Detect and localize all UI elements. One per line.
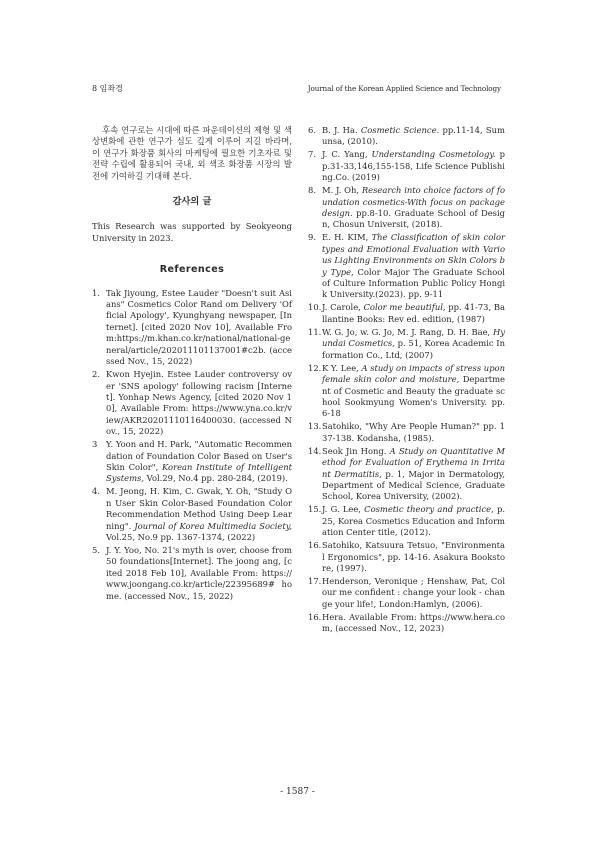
- reference-authors: M. J. Oh,: [322, 185, 362, 196]
- reference-number: 8.: [308, 185, 316, 196]
- reference-number: 15.: [308, 504, 322, 515]
- reference-title: A study on impacts of stress upon female skin color and moisture,: [322, 362, 505, 385]
- reference-item: [92, 369, 292, 437]
- reference-item: [308, 302, 505, 325]
- reference-number: 16.: [308, 540, 322, 551]
- reference-item: [308, 446, 505, 503]
- reference-details: pp.11-14, Sumunsa, (2010).: [322, 125, 505, 147]
- reference-details: Department of Cosmetic and Beauty the graduate school Sookmyung Women's University. pp. 6-18: [322, 374, 505, 419]
- reference-item: [92, 545, 292, 602]
- reference-item: [92, 486, 292, 543]
- reference-number: 14.: [308, 445, 322, 456]
- reference-text: [322, 327, 505, 360]
- reference-authors: Tak Jiyoung, Estee Lauder "Doesn't suit Asians" Cosmetics Color Rand om Delivery 'Official Apology', Kyunghyang newspaper, [Internet]. [cited 2020 Nov 10], Available From:https://m.khan.co.kr/national/national-general/article/202011101137001#c2b. (accessed Nov., 15, 2022): [106, 287, 292, 367]
- reference-authors: Hera. Available From: https://www.hera.com, (accessed Nov., 12, 2023): [322, 611, 505, 634]
- reference-number: 1.: [92, 287, 100, 298]
- reference-item: [308, 232, 505, 300]
- reference-title: Color me beautiful,: [363, 302, 446, 313]
- reference-number: 6.: [308, 125, 316, 135]
- reference-text: [106, 439, 292, 483]
- reference-text: [322, 446, 505, 502]
- reference-number: 13.: [308, 421, 322, 432]
- reference-authors: M. Jeong, H. Kim, C. Gwak, Y. Oh, "Study On User Skin Color-Based Foundation Color Recommendation Method Using Deep Learning".: [106, 486, 292, 531]
- reference-item: [308, 421, 505, 444]
- reference-details: p. 1, Major in Dermatology, Department of Medical Science, Graduate School, Korea University, (2002).: [322, 468, 505, 502]
- reference-item: [308, 185, 505, 231]
- reference-title: The Classification of skin color types and Emotional Evaluation with Various Lighting Environments on Skin Colors by Type,: [322, 232, 506, 277]
- reference-authors: B. J. Ha.: [322, 125, 361, 135]
- reference-text: [322, 421, 505, 442]
- reference-title: Journal of Korea Multimedia Society,: [134, 520, 292, 531]
- reference-title: Research into choice factors of foundation cosmetics-With focus on package design.: [322, 185, 505, 219]
- reference-authors: J. Carole,: [322, 302, 364, 313]
- reference-title: A Study on Quantitative Method for Evaluation of Erythema in Irritant Dermatitis,: [322, 445, 505, 479]
- reference-details: Vol.29, No.4 pp. 280-284, (2019).: [144, 473, 288, 484]
- reference-number: 9.: [308, 232, 316, 243]
- reference-number: 11.: [308, 326, 322, 337]
- reference-text: [322, 363, 505, 419]
- reference-number: 16.: [308, 611, 322, 622]
- reference-number: 7.: [308, 149, 316, 160]
- reference-text: [322, 302, 505, 323]
- reference-title: Korean Institute of Intelligent Systems,: [106, 461, 292, 484]
- reference-text: [322, 149, 505, 182]
- reference-text: [322, 540, 505, 573]
- reference-authors: Kwon Hyejin. Estee Lauder controversy over 'SNS apology' following racism [Internet]. Yonhap News Agency, [cited 2020 Nov 10], Available From: https://www.yna.co.kr/view/AKR20201110116400030. (accessed Nov., 15, 2022): [106, 369, 292, 437]
- references-list-right: [308, 125, 505, 635]
- references-list-left: [92, 288, 292, 602]
- reference-item: [308, 149, 505, 183]
- reference-text: [106, 288, 292, 366]
- reference-authors: E. H. KIM,: [322, 232, 372, 243]
- reference-text: [106, 486, 292, 542]
- reference-number: 10.: [308, 302, 322, 313]
- reference-details: Color Major The Graduate School of Culture Information Public Policy Hongik University.(2023). pp. 9-11: [322, 266, 505, 300]
- running-header-left: 8 임좌경: [92, 84, 123, 93]
- reference-details: pp. 41-73, Ballantine Books: Rev ed. edition, (1987): [322, 302, 506, 324]
- reference-text: [322, 612, 505, 633]
- reference-item: [92, 288, 292, 368]
- reference-item: [308, 363, 505, 420]
- reference-text: [322, 504, 505, 537]
- acknowledgement-text: This Research was supported by Seokyeong University in 2023.: [92, 221, 292, 243]
- reference-authors: Henderson, Veronique ; Henshaw, Pat, Colour me confident : change your look - change your life!, London:Hamlyn, (2006).: [322, 575, 505, 609]
- reference-item: [308, 327, 505, 361]
- reference-title: Understanding Cosmetology.: [371, 149, 496, 160]
- running-header-right: Journal of the Korean Applied Science and Technology: [307, 84, 501, 93]
- conclusion-paragraph: 후속 연구로는 시대에 따른 파운데이션의 제형 및 색상변화에 관한 연구가 심도 깊게 이루어 지길 바라며, 이 연구가 화장품 회사의 마케팅에 필요한 기초자료 및 전략 수립에 활용되어 국내, 외 색조 화장품 시장의 발전에 기여하길 기대해 본다.: [92, 125, 292, 181]
- reference-authors: Satohiko, "Why Are People Human?" pp. 137-138. Kodansha, (1985).: [322, 421, 505, 443]
- references-heading: References: [159, 264, 225, 276]
- reference-number: 2.: [92, 369, 100, 380]
- reference-number: 12.: [308, 362, 322, 373]
- reference-authors: Seok Jin Hong.: [322, 445, 390, 456]
- reference-text: [322, 232, 505, 299]
- reference-text: [322, 576, 505, 609]
- reference-title: Cosmetic Science.: [360, 125, 440, 135]
- page-number: - 1587 -: [280, 787, 315, 797]
- reference-authors: K Y. Lee,: [322, 362, 362, 373]
- reference-number: 3: [92, 439, 98, 450]
- reference-title: Hyundai Cosmetics,: [322, 326, 505, 349]
- reference-authors: Satohiko, Katsuura Tetsuo, "Environmental Ergonomics", pp. 14-16. Asakura Bookstore, (1997).: [322, 540, 505, 573]
- reference-number: 17.: [308, 575, 322, 586]
- reference-text: [322, 185, 505, 229]
- reference-text: [106, 369, 292, 436]
- reference-details: p. 25, Korea Cosmetics Education and Information Center title, (2012).: [322, 504, 506, 538]
- right-column: [308, 125, 505, 636]
- reference-details: Vol.25, No.9 pp. 1367-1374, (2022): [106, 531, 256, 542]
- reference-number: 5.: [92, 544, 100, 555]
- reference-details: p. 51, Korea Academic Information Co., Ltd, (2007): [322, 338, 505, 360]
- reference-text: [106, 545, 292, 601]
- reference-text: [322, 125, 505, 146]
- reference-number: 4.: [92, 486, 100, 497]
- reference-authors: Y. Yoon and H. Park, "Automatic Recommendation of Foundation Color Based on User's Skin Color",: [106, 439, 292, 472]
- reference-item: [92, 439, 292, 485]
- reference-item: [308, 504, 505, 538]
- reference-authors: J. Y. Yoo, No. 21's myth is over, choose from 50 foundations[Internet]. The joong ang, [cited 2018 Feb 10], Available From: https://www.joongang.co.kr/article/22395689# home. (accessed Nov., 15, 2022): [106, 544, 292, 601]
- left-column: [92, 125, 292, 604]
- reference-authors: J. C. Yang,: [322, 149, 372, 160]
- acknowledgement-heading: 감사의 글: [172, 196, 212, 208]
- reference-authors: W. G. Jo, w. G. Jo, M. J. Rang, D. H. Bae,: [322, 326, 493, 337]
- reference-authors: J. G. Lee,: [322, 504, 365, 515]
- reference-item: [308, 125, 505, 148]
- reference-title: Cosmetic theory and practice,: [364, 504, 494, 515]
- reference-item: [308, 540, 505, 574]
- reference-item: [308, 612, 505, 635]
- reference-details: pp.31-33,146,155-158, Life Science Publishing.Co. (2019): [322, 149, 506, 183]
- reference-details: pp.8-10. Graduate School of Design, Chosun Universit, (2018).: [322, 208, 505, 230]
- reference-item: [308, 576, 505, 610]
